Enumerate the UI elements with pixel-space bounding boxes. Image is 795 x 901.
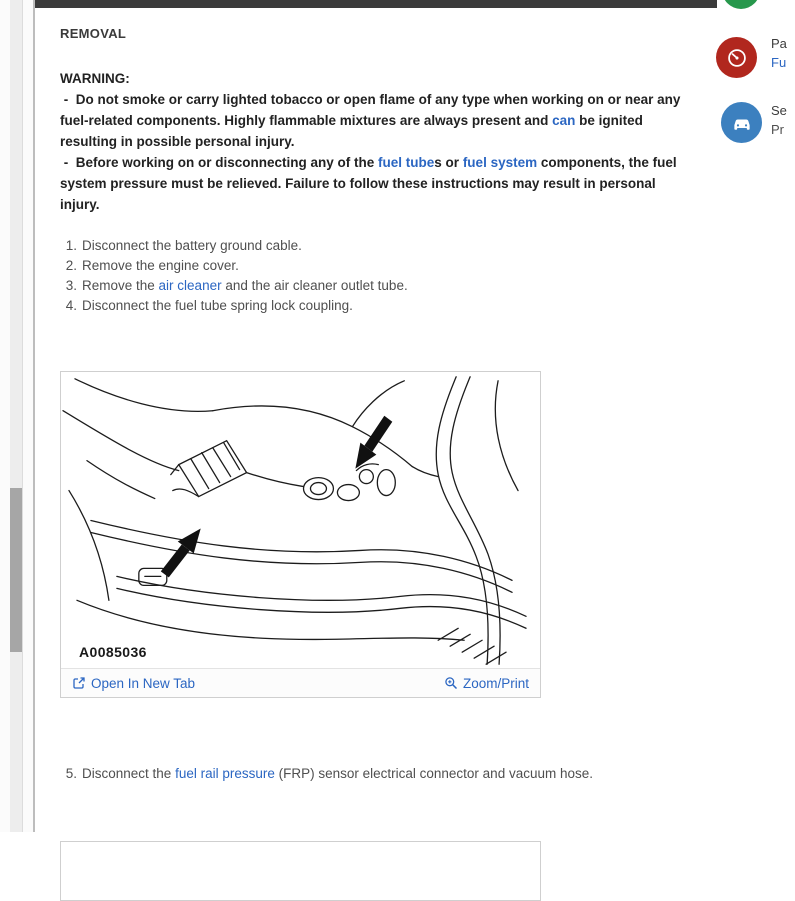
scrollbar-thumb[interactable]	[10, 488, 22, 652]
pressure-gauge-icon	[726, 47, 748, 69]
can-link[interactable]: can	[552, 113, 576, 128]
step-text	[82, 236, 683, 256]
fuel-system-link[interactable]: fuel system	[462, 155, 538, 170]
car-icon	[730, 111, 754, 135]
zoom-print-button[interactable]	[444, 676, 529, 691]
fuel-tube-link[interactable]: fuel tube	[378, 155, 435, 170]
zoom-icon	[444, 676, 458, 690]
fuel-rail-pressure-link[interactable]: fuel rail pressure	[175, 766, 275, 781]
step-item-5	[60, 764, 683, 784]
step-text-segment: Disconnect the	[82, 766, 176, 781]
scrollbar-track[interactable]	[10, 0, 23, 832]
step-item-3	[60, 276, 683, 296]
steps-list	[60, 236, 683, 316]
related-item-title: Pa	[771, 36, 787, 51]
engine-diagram-image	[61, 372, 540, 668]
step-text-segment: Disconnect the battery ground cable.	[82, 238, 302, 253]
figure-toolbar	[61, 668, 540, 697]
figure-2-placeholder	[60, 841, 541, 901]
left-gutter	[0, 0, 33, 832]
step-item-4	[60, 296, 683, 316]
step-text-segment: Remove the engine cover.	[82, 258, 239, 273]
warning-text-segment: - Before working on or disconnecting any of the	[60, 155, 379, 170]
related-item-title: Se	[771, 103, 787, 118]
step-text	[82, 256, 683, 276]
step-number: 5.	[65, 766, 77, 781]
step-text-segment: (FRP) sensor electrical connector and vacuum hose.	[274, 766, 593, 781]
page-title: REMOVAL	[60, 26, 127, 41]
step-number: 1.	[65, 238, 77, 253]
step-text	[82, 764, 683, 784]
figure-1	[60, 371, 541, 698]
step-item-1	[60, 236, 683, 256]
warning-text-segment: s or	[434, 155, 463, 170]
step-text-segment: and the air cleaner outlet tube.	[221, 278, 408, 293]
open-in-new-tab-icon	[72, 676, 86, 690]
zoom-print-label: Zoom/Print	[462, 675, 529, 691]
step-text	[82, 276, 683, 296]
air-cleaner-link[interactable]: air cleaner	[158, 278, 222, 293]
figure-label: A0085036	[79, 644, 147, 660]
step-text-segment: Disconnect the fuel tube spring lock coupling.	[82, 298, 353, 313]
step-number: 4.	[65, 298, 77, 313]
warning-text-segment: be ignited resulting in possible personal injury.	[60, 113, 647, 149]
step-text-segment: Remove the	[82, 278, 159, 293]
step-number: 2.	[65, 258, 77, 273]
related-item-subtext: Pr	[771, 122, 784, 137]
related-icon-circle-service[interactable]	[721, 102, 762, 143]
article-body	[35, 0, 683, 901]
figure-1-image	[61, 372, 540, 668]
warning-paragraph-2	[60, 152, 683, 215]
content-area	[33, 0, 795, 832]
open-in-new-tab-label: Open In New Tab	[91, 675, 196, 691]
warning-text-segment: components, the fuel system pressure must be relieved. Failure to follow these instructions may result in personal injury.	[60, 155, 681, 212]
warning-label: WARNING:	[60, 71, 130, 86]
step-number: 3.	[65, 278, 77, 293]
step-text	[82, 296, 683, 316]
warning-paragraph-1	[60, 89, 683, 152]
step-item-2	[60, 256, 683, 276]
warning-text-segment: - Do not smoke or carry lighted tobacco or open flame of any type when working on or near any fuel-related components. Highly flammable mixtures are always present and	[60, 92, 685, 128]
top-divider-bar	[35, 0, 717, 8]
open-in-new-tab-button[interactable]	[72, 676, 195, 691]
related-item-link[interactable]: Fu	[771, 55, 787, 70]
related-icon-circle-fuel[interactable]	[716, 37, 757, 78]
